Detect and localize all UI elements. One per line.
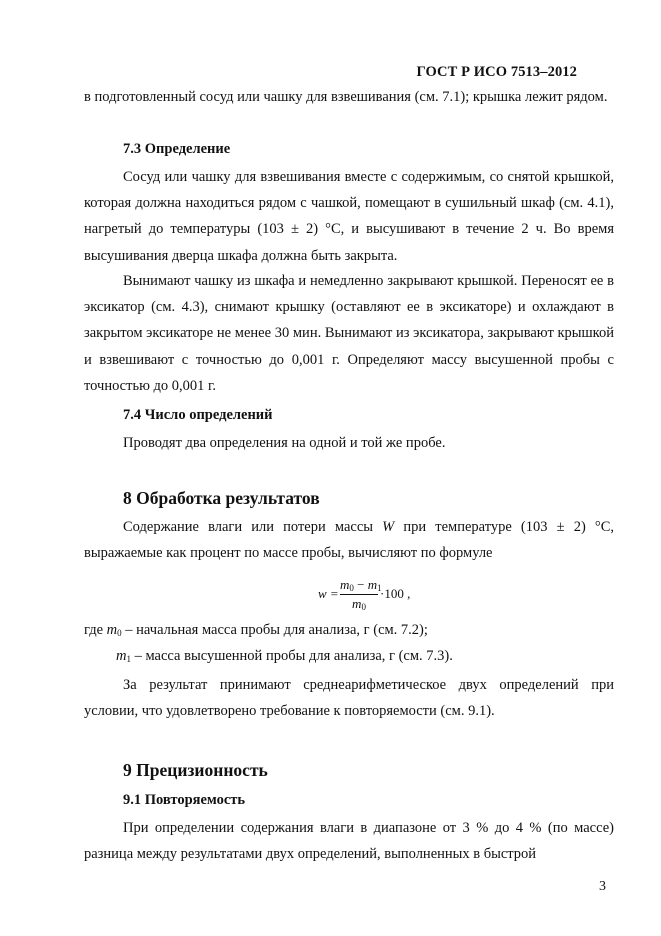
section-9-title: 9 Прецизионность (123, 760, 268, 780)
section-8-paragraph-2: За результат принимают среднеарифметическое двух определений при условии, что удовлетворено требование к повторяемости (см. 9.1). (84, 677, 614, 720)
section-7-3-paragraph-2: Вынимают чашку из шкафа и немедленно закрывают крышкой. Переносят ее в эксикатор (см. 4.3), снимают крышку (оставляют ее в эксикаторе) и охлаждают в закрытом эксикаторе не менее 30 мин. Вынимают из эксикатора, закрывают крышкой и взвешивают с точностью до 0,001 г. Определяют массу высушенной пробы с точностью до 0,001 г. (84, 273, 614, 394)
section-7-3-paragraph-1: Сосуд или чашку для взвешивания вместе с содержимым, со снятой крышкой, которая должна находиться рядом с чашкой, помещают в сушильный шкаф (см. 4.1), нагретый до температуры (103 ± 2) °С, и высушивают в течение 2 ч. Во время высушивания дверца шкафа должна быть закрыта. (84, 169, 614, 264)
section-9-1-paragraph: При определении содержания влаги в диапазоне от 3 % до 4 % (по массе) разница между результатами двух определений, выполненных в быстрой (84, 820, 614, 863)
section-7-4-paragraph: Проводят два определения на одной и той же пробе. (123, 435, 446, 451)
continued-paragraph: в подготовленный сосуд или чашку для взвешивания (см. 7.1); крышка лежит рядом. (84, 89, 608, 105)
where-line-m1: $m_1$ – масса высушенной пробы для анализа, г (см. 7.3). (116, 648, 453, 664)
section-9-1-title: 9.1 Повторяемость (123, 792, 246, 808)
formula-multiplier: ·100 , (380, 586, 411, 601)
section-8-paragraph-1: Содержание влаги или потери массы W при температуре (103 ± 2) °С, выражаемые как процент по массе пробы, вычисляют по формуле (84, 519, 614, 562)
formula-fraction (340, 577, 382, 612)
section-7-3-title: 7.3 Определение (123, 141, 231, 157)
where-line-m0: где $m_0$ – начальная масса пробы для анализа, г (см. 7.2); (84, 622, 428, 638)
formula-denominator: $m_0$ (352, 596, 366, 612)
standard-header: ГОСТ Р ИСО 7513–2012 (416, 64, 577, 80)
moisture-formula (318, 577, 438, 617)
page-number: 3 (599, 879, 606, 894)
variable-W: W (382, 519, 395, 535)
section-8-title: 8 Обработка результатов (123, 488, 320, 508)
formula-lhs: w = (318, 586, 339, 601)
formula-numerator: $m_0 - m_1$ (340, 577, 382, 593)
section-7-4-title: 7.4 Число определений (123, 407, 273, 423)
